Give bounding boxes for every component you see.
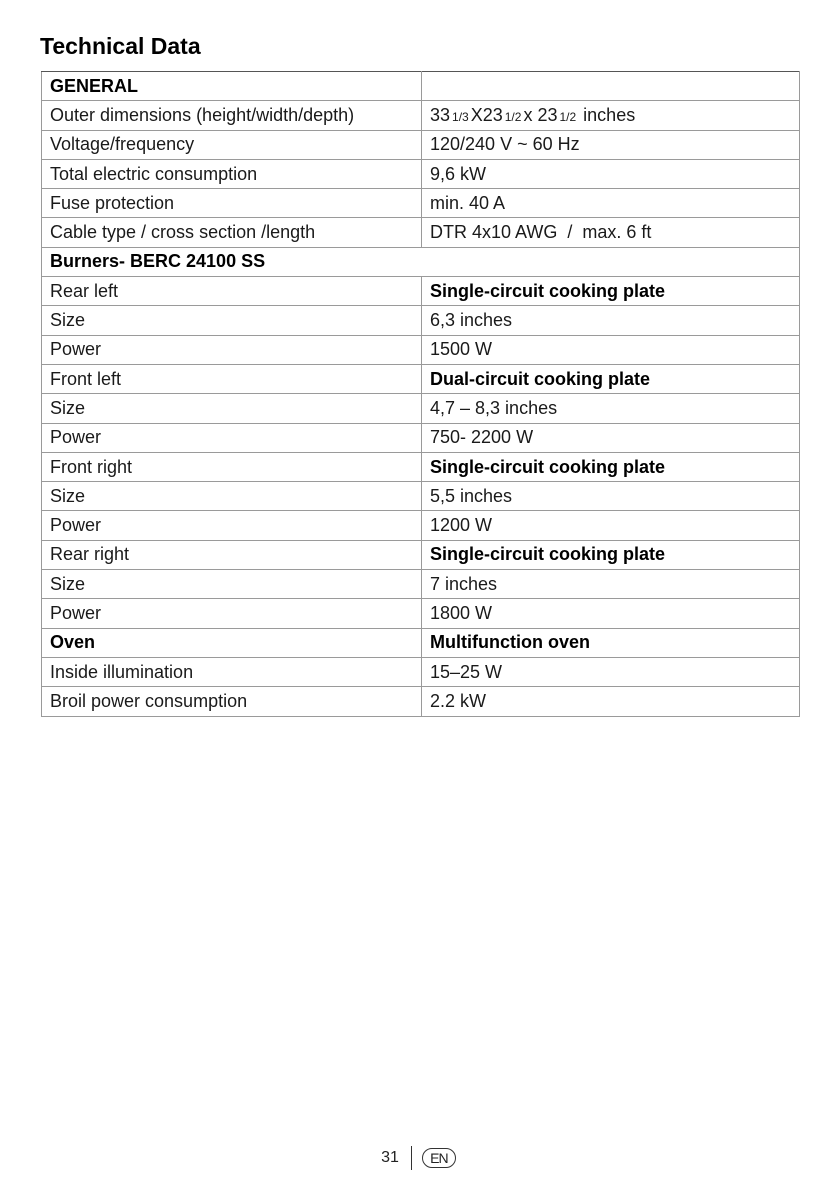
row-label: Total electric consumption: [42, 159, 422, 188]
table-row: [42, 628, 800, 657]
table-row: [42, 364, 800, 393]
row-value: 4,7 – 8,3 inches: [422, 394, 800, 423]
row-label: Fuse protection: [42, 189, 422, 218]
burner-type: Dual-circuit cooking plate: [422, 364, 800, 393]
footer-divider: [411, 1146, 412, 1170]
general-header-empty-cell: [422, 72, 800, 101]
table-row: [42, 423, 800, 452]
row-value: 9,6 kW: [422, 159, 800, 188]
row-label: Size: [42, 482, 422, 511]
row-label: Size: [42, 570, 422, 599]
row-label: Power: [42, 599, 422, 628]
table-row: [42, 599, 800, 628]
technical-data-table: [41, 71, 800, 717]
row-label: Cable type / cross section /length: [42, 218, 422, 247]
row-value: 7 inches: [422, 570, 800, 599]
burners-header: Burners- BERC 24100 SS: [42, 247, 800, 276]
row-label: Power: [42, 511, 422, 540]
page-title: Technical Data: [40, 33, 201, 59]
table-row: [42, 511, 800, 540]
table-row: [42, 306, 800, 335]
row-label: Outer dimensions (height/width/depth): [42, 101, 422, 130]
row-value: 1800 W: [422, 599, 800, 628]
row-value: 6,3 inches: [422, 306, 800, 335]
burner-type: Single-circuit cooking plate: [422, 540, 800, 569]
row-value: 5,5 inches: [422, 482, 800, 511]
table-row: [42, 570, 800, 599]
table-row: [42, 130, 800, 159]
table-row: [42, 540, 800, 569]
general-header: GENERAL: [42, 72, 422, 101]
table-row: [42, 189, 800, 218]
language-badge: EN: [422, 1148, 456, 1168]
table-row: [42, 277, 800, 306]
row-label: Inside illumination: [42, 657, 422, 686]
burner-position: Rear right: [42, 540, 422, 569]
row-label: Broil power consumption: [42, 687, 422, 716]
row-value: min. 40 A: [422, 189, 800, 218]
row-value: 1500 W: [422, 335, 800, 364]
table-row: [42, 159, 800, 188]
table-row: [42, 72, 800, 101]
table-row: [42, 101, 800, 130]
table-row: [42, 482, 800, 511]
table-row: [42, 335, 800, 364]
row-value: 15–25 W: [422, 657, 800, 686]
burner-position: Rear left: [42, 277, 422, 306]
table-row: [42, 218, 800, 247]
row-label: Power: [42, 423, 422, 452]
row-label: Voltage/frequency: [42, 130, 422, 159]
row-value: 1200 W: [422, 511, 800, 540]
row-value: DTR 4x10 AWG / max. 6 ft: [422, 218, 800, 247]
row-value: 2.2 kW: [422, 687, 800, 716]
dimensions-value: 33 1/3 X23 1/2 x 23 1/2 inches: [422, 101, 800, 130]
burner-position: Front right: [42, 452, 422, 481]
row-label: Size: [42, 306, 422, 335]
table-row: [42, 394, 800, 423]
row-label: Power: [42, 335, 422, 364]
table-row: [42, 452, 800, 481]
oven-type: Multifunction oven: [422, 628, 800, 657]
burner-type: Single-circuit cooking plate: [422, 452, 800, 481]
burner-type: Single-circuit cooking plate: [422, 277, 800, 306]
row-value: 750- 2200 W: [422, 423, 800, 452]
table-row: [42, 657, 800, 686]
table-row: [42, 247, 800, 276]
page-footer: [0, 1146, 837, 1170]
page-number: 31: [381, 1149, 399, 1166]
burner-position: Front left: [42, 364, 422, 393]
row-value: 120/240 V ~ 60 Hz: [422, 130, 800, 159]
oven-label: Oven: [42, 628, 422, 657]
row-label: Size: [42, 394, 422, 423]
table-row: [42, 687, 800, 716]
